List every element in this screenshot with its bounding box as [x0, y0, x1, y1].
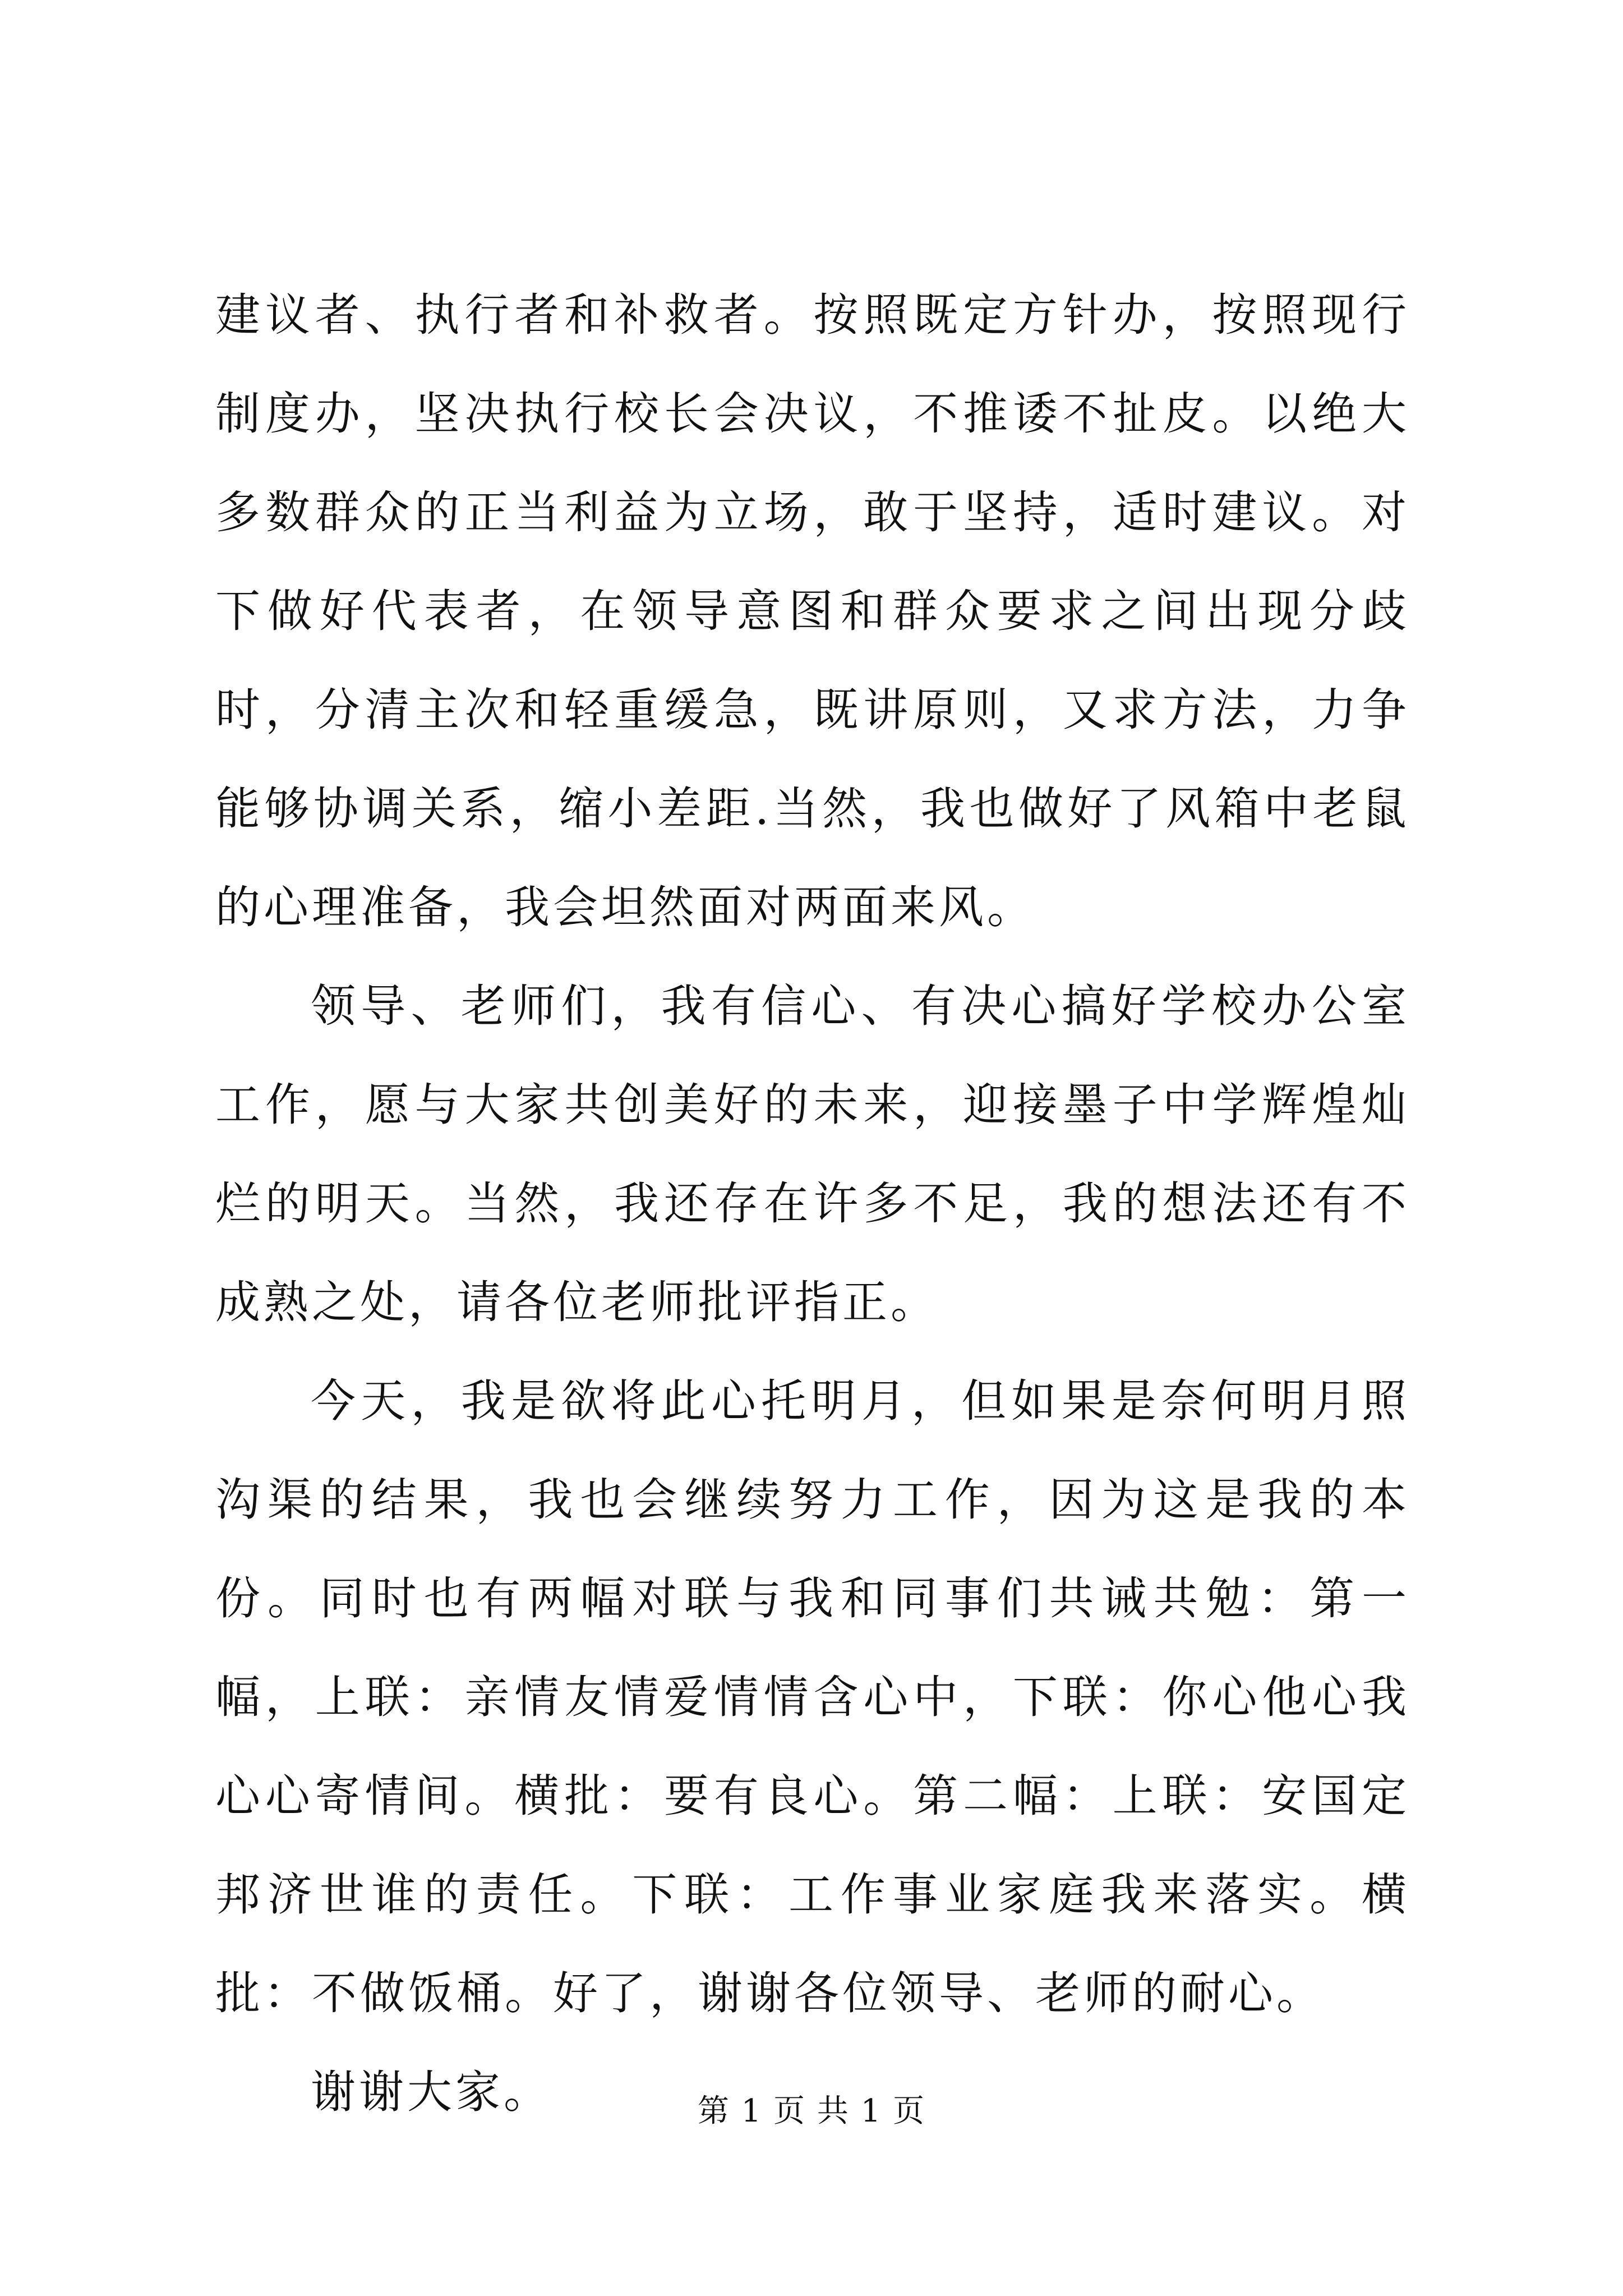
- document-body: [215, 266, 1410, 2142]
- page-number-footer: 第 1 页 共 1 页: [697, 2093, 926, 2129]
- paragraph-closing: 谢谢大家。: [311, 2066, 552, 2118]
- paragraph: 领导、老师们，我有信心、有决心搞好学校办公室工作，愿与大家共创美好的未来，迎接墨子中学辉煌灿烂的明天。当然，我还存在许多不足，我的想法还有不成熟之处，请各位老师批评指正。: [215, 980, 1410, 1328]
- paragraph: 今天，我是欲将此心托明月，但如果是奈何明月照沟渠的结果，我也会继续努力工作，因为这是我的本份。同时也有两幅对联与我和同事们共诫共勉：第一幅，上联：亲情友情爱情情含心中，下联：你心他心我心心寄情间。横批：要有良心。第二幅：上联：安国定邦济世谁的责任。下联：工作事业家庭我来落实。横批：不做饭桶。好了，谢谢各位领导、老师的耐心。: [215, 1375, 1410, 2019]
- paragraph-continued: 建议者、执行者和补救者。按照既定方针办，按照现行制度办，坚决执行校长会决议，不推诿不扯皮。以绝大多数群众的正当利益为立场，敢于坚持，适时建议。对下做好代表者，在领导意图和群众要求之间出现分歧时，分清主次和轻重缓急，既讲原则，又求方法，力争能够协调关系，缩小差距.当然，我也做好了风箱中老鼠的心理准备，我会坦然面对两面来风。: [215, 289, 1410, 933]
